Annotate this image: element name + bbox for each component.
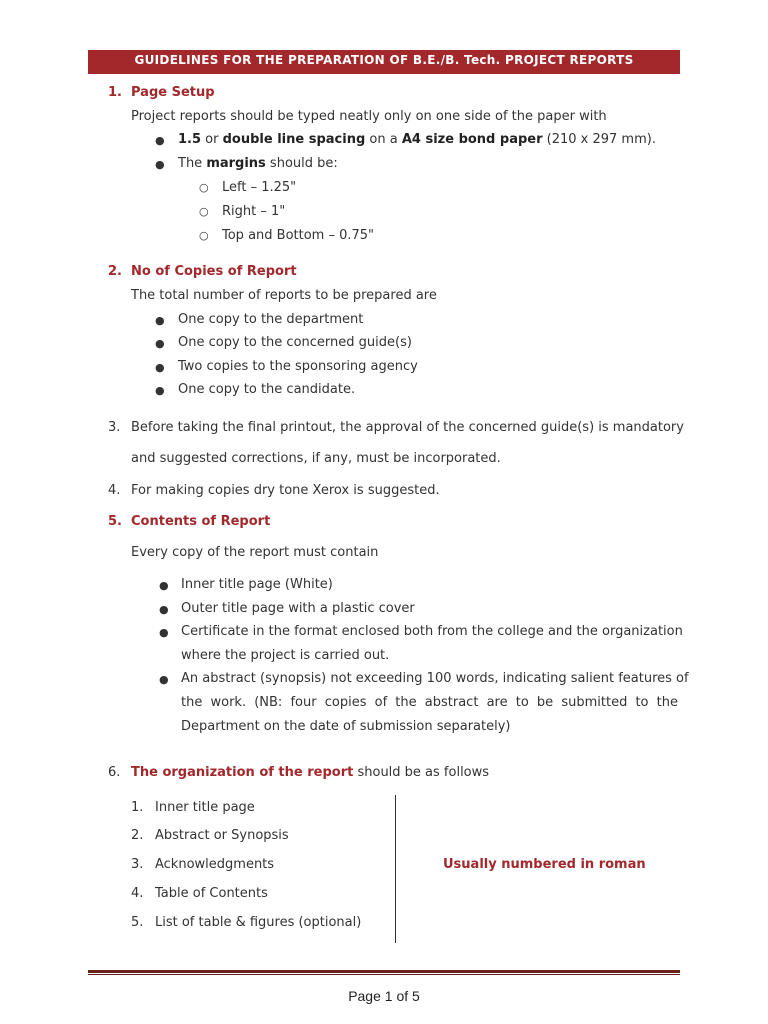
copies-item: One copy to the department: [178, 312, 364, 327]
bullet-icon: ●: [159, 579, 169, 592]
section-6-heading-line: The organization of the report should be as follows: [131, 765, 490, 780]
contents-item: An abstract (synopsis) not exceeding 100 words, indicating salient features of: [181, 671, 689, 686]
section-4-text: For making copies dry tone Xerox is suggested.: [131, 483, 440, 498]
section-3-number: 3.: [108, 420, 121, 435]
section-5-number: 5.: [108, 514, 122, 529]
org-item-number: 3.: [131, 857, 144, 872]
bullet-icon: ●: [159, 673, 169, 686]
document-title: GUIDELINES FOR THE PREPARATION OF B.E./B. Tech. PROJECT REPORTS: [88, 50, 680, 74]
copies-item: Two copies to the sponsoring agency: [178, 359, 418, 374]
bullet-icon: ●: [155, 158, 165, 171]
section-2-number: 2.: [108, 264, 122, 279]
footer-rule: [88, 970, 680, 973]
contents-item-continued: the work. (NB: four copies of the abstract are to be submitted to the: [181, 695, 678, 710]
copies-item: One copy to the concerned guide(s): [178, 335, 412, 350]
org-item-number: 1.: [131, 800, 144, 815]
section-1-number: 1.: [108, 85, 122, 100]
margin-right: Right – 1": [222, 204, 286, 219]
bullet-icon: ●: [155, 384, 165, 397]
margin-left: Left – 1.25": [222, 180, 297, 195]
circle-bullet-icon: ○: [199, 229, 209, 242]
org-item: Inner title page: [155, 800, 255, 815]
contents-item-continued: where the project is carried out.: [181, 648, 390, 663]
section-6-number: 6.: [108, 765, 121, 780]
section-5-intro: Every copy of the report must contain: [131, 545, 379, 560]
footer-rule-thin: [88, 974, 680, 975]
contents-item: Certificate in the format enclosed both from the college and the organization: [181, 624, 683, 639]
spacing-bullet: 1.5 or double line spacing on a A4 size bond paper (210 x 297 mm).: [178, 132, 656, 147]
section-2-intro: The total number of reports to be prepared are: [131, 288, 437, 303]
section-5-heading: Contents of Report: [131, 514, 271, 529]
bullet-icon: ●: [159, 626, 169, 639]
bullet-icon: ●: [155, 337, 165, 350]
org-item: List of table & figures (optional): [155, 915, 362, 930]
margin-top-bottom: Top and Bottom – 0.75": [222, 228, 375, 243]
bullet-icon: ●: [155, 134, 165, 147]
circle-bullet-icon: ○: [199, 205, 209, 218]
section-4-number: 4.: [108, 483, 121, 498]
page-number: Page 1 of 5: [348, 988, 420, 1004]
section-2-heading: No of Copies of Report: [131, 264, 297, 279]
copies-item: One copy to the candidate.: [178, 382, 356, 397]
contents-item-continued: Department on the date of submission separately): [181, 719, 511, 734]
org-item-number: 2.: [131, 828, 144, 843]
circle-bullet-icon: ○: [199, 181, 209, 194]
org-item: Abstract or Synopsis: [155, 828, 289, 843]
margins-bullet: The margins should be:: [178, 156, 338, 171]
bullet-icon: ●: [155, 361, 165, 374]
section-1-heading: Page Setup: [131, 85, 215, 100]
contents-item: Inner title page (White): [181, 577, 333, 592]
org-item: Acknowledgments: [155, 857, 275, 872]
org-item-number: 5.: [131, 915, 144, 930]
roman-numbering-note: Usually numbered in roman: [443, 857, 646, 872]
bullet-icon: ●: [159, 603, 169, 616]
org-item: Table of Contents: [155, 886, 268, 901]
org-item-number: 4.: [131, 886, 144, 901]
section-3-line-1: Before taking the final printout, the approval of the concerned guide(s) is mandatory: [131, 420, 684, 435]
section-1-intro: Project reports should be typed neatly only on one side of the paper with: [131, 109, 607, 124]
bullet-icon: ●: [155, 314, 165, 327]
table-divider: [395, 795, 396, 943]
section-3-line-2: and suggested corrections, if any, must be incorporated.: [131, 451, 501, 466]
contents-item: Outer title page with a plastic cover: [181, 601, 415, 616]
